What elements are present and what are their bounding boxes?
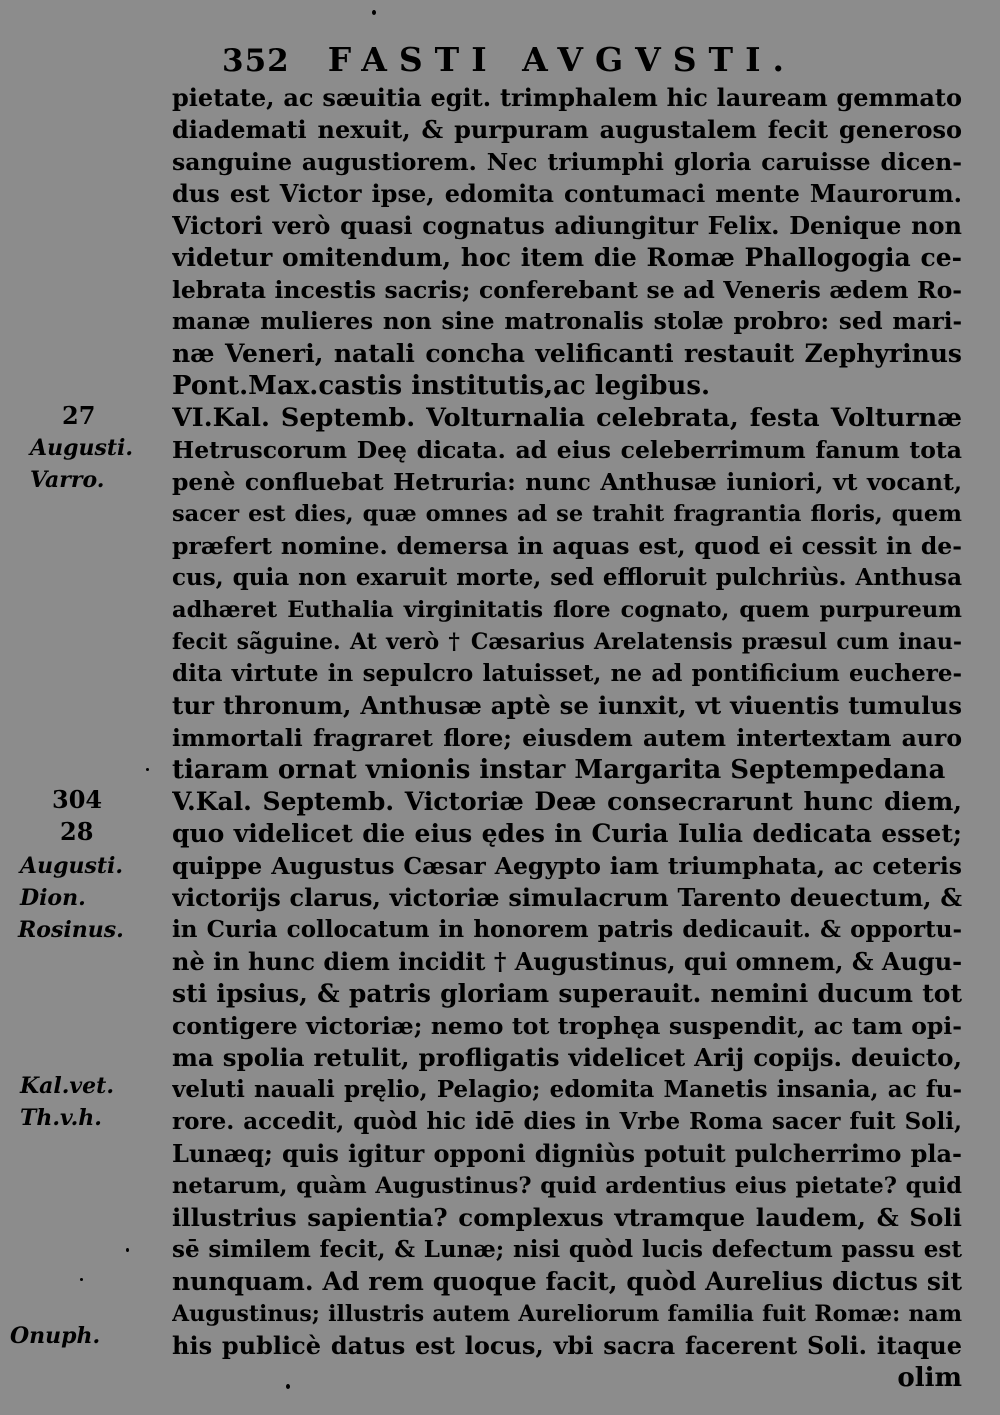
main-text-column	[172, 82, 962, 1394]
text-line: cus, quia non exaruit morte, sed effloruit pulchriùs. Anthusa	[172, 564, 962, 591]
margin-note-source: Dion.	[20, 885, 86, 911]
text-line: VI.Kal. Septemb. Volturnalia celebrata, festa Volturnæ	[172, 403, 962, 433]
margin-day-number: 28	[60, 817, 94, 846]
page-header	[222, 40, 942, 84]
margin-note-number: 304	[52, 785, 103, 814]
text-line: veluti nauali pręlio, Pelagio; edomita Manetis insania, ac fu-	[172, 1076, 962, 1103]
text-line: sanguine augustiorem. Nec triumphi gloria caruisse dicen-	[172, 148, 962, 176]
text-line: sē similem fecit, & Lunæ; nisi quòd lucis defectum passu est	[172, 1236, 962, 1263]
page-number: 352	[222, 43, 290, 79]
scan-speck	[146, 768, 149, 771]
margin-note-source: Kal.vet.	[20, 1073, 114, 1099]
margin-note-source: Th.v.h.	[20, 1105, 102, 1131]
text-line: adhæret Euthalia virginitatis flore cognato, quem purpureum	[172, 597, 962, 623]
text-line: contigere victoriæ; nemo tot trophęa suspendit, ac tam opi-	[172, 1012, 962, 1040]
text-line: V.Kal. Septemb. Victoriæ Deæ consecrarunt hunc diem,	[172, 787, 962, 816]
text-line: his publicè datus est locus, vbi sacra facerent Soli. itaque	[172, 1331, 962, 1360]
margin-note-month: Augusti.	[20, 853, 124, 879]
text-line: videtur omitendum, hoc item die Romæ Phallogogia ce-	[172, 243, 962, 272]
text-line: illustrius sapientia? complexus vtramque laudem, & Soli	[172, 1203, 962, 1232]
text-line: diademati nexuit, & purpuram augustalem fecit generoso	[172, 115, 962, 144]
text-line: fecit sãguine. At verò † Cæsarius Arelatensis præsul cum inau-	[172, 629, 962, 655]
text-line: nunquam. Ad rem quoque facit, quòd Aurelius dictus sit	[172, 1267, 962, 1296]
text-line: ma spolia retulit, profligatis videlicet Arij copijs. deuicto,	[172, 1043, 962, 1072]
text-line: præfert nomine. demersa in aquas est, quod ei cessit in de-	[172, 532, 962, 560]
text-line: manæ mulieres non sine matronalis stolæ probro: sed mari-	[172, 308, 962, 335]
text-line: penè confluebat Hetruria: nunc Anthusæ iuniori, vt vocant,	[172, 468, 962, 496]
text-line: Pont.Max.castis institutis,ac legibus.	[172, 371, 711, 401]
margin-note-source: Varro.	[30, 467, 105, 493]
text-line: tur thronum, Anthusæ aptè se iunxit, vt viuentis tumulus	[172, 691, 962, 720]
text-line: lebrata incestis sacris; conferebant se ad Veneris ædem Ro-	[172, 276, 962, 304]
text-line: Augustinus; illustris autem Aureliorum familia fuit Romæ: nam	[172, 1301, 962, 1327]
scan-speck	[286, 1384, 290, 1389]
text-line: Lunæq; quis igitur opponi digniùs potuit pulcherrimo pla-	[172, 1139, 962, 1168]
text-line: quo videlicet die eius ędes in Curia Iulia dedicata esset;	[172, 819, 962, 848]
scan-speck	[126, 1248, 129, 1252]
margin-note-month: Augusti.	[30, 435, 134, 461]
text-line: nè in hunc diem incidit † Augustinus, qui omnem, & Augu-	[172, 947, 962, 976]
text-line: pietate, ac sæuitia egit. trimphalem hic lauream gemmato	[172, 83, 962, 112]
text-line: in Curia collocatum in honorem patris dedicauit. & opportu-	[172, 916, 962, 943]
text-line: dita virtute in sepulcro latuisset, ne ad pontificium euchere-	[172, 660, 962, 687]
margin-note-source: Onuph.	[10, 1323, 101, 1349]
text-line: immortali fragraret flore; eiusdem autem intertextam auro	[172, 724, 962, 752]
scan-speck	[80, 1278, 83, 1281]
text-line: netarum, quàm Augustinus? quid ardentius eius pietate? quid	[172, 1173, 962, 1199]
text-line: tiaram ornat vnionis instar Margarita Septempedana	[172, 755, 946, 785]
text-line: quippe Augustus Cæsar Aegypto iam triumphata, ac ceteris	[172, 852, 962, 880]
margin-day-number: 27	[62, 401, 96, 430]
text-line: dus est Victor ipse, edomita contumaci mente Maurorum.	[172, 179, 962, 208]
text-line: victorijs clarus, victoriæ simulacrum Tarento deuectum, &	[172, 883, 962, 912]
scan-speck	[372, 10, 376, 15]
catchword: olim	[897, 1363, 962, 1393]
margin-note-source: Rosinus.	[18, 917, 124, 943]
text-line: sti ipsius, & patris gloriam superauit. nemini ducum tot	[172, 979, 962, 1008]
running-title: FASTI AVGVSTI.	[327, 40, 797, 79]
text-line: sacer est dies, quæ omnes ad se trahit fragrantia floris, quem	[172, 501, 962, 527]
text-line: Hetruscorum Deę dicata. ad eius celeberrimum fanum tota	[172, 436, 962, 464]
text-line: rore. accedit, quòd hic idē dies in Vrbe Roma sacer fuit Soli,	[172, 1108, 962, 1135]
text-line: Victori verò quasi cognatus adiungitur Felix. Denique non	[172, 211, 962, 240]
text-line: næ Veneri, natali concha velificanti restauit Zephyrinus	[172, 339, 962, 368]
